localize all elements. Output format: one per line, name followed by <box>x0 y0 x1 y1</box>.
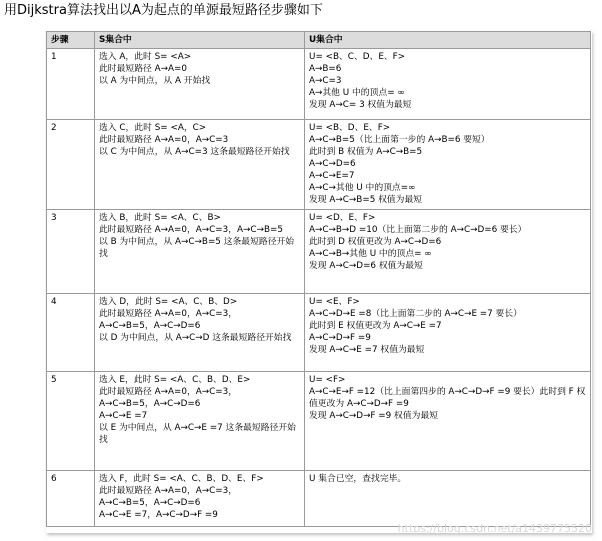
s-set-line: 此时最短路径 A→A=0，A→C=3 <box>99 135 229 145</box>
u-set-line: A→B=6 <box>309 64 342 74</box>
u-set-cell <box>305 372 591 471</box>
s-set-line: 此时最短路径 A→A=0，A→C=3， <box>99 486 238 496</box>
s-set-line: A→C→B=5，A→C→D=6 <box>99 399 201 409</box>
step-cell: 1 <box>47 49 95 120</box>
u-set-line: A→C→E=7 <box>309 171 355 181</box>
header-step: 步骤 <box>47 32 95 49</box>
u-set-cell <box>305 49 591 120</box>
u-set-line: U= <E、F> <box>309 297 360 307</box>
dijkstra-steps-table <box>46 31 591 527</box>
s-set-cell <box>95 49 305 120</box>
step-cell: 6 <box>47 471 95 527</box>
s-set-line: 以 D 为中间点，从 A→C→D 这条最短路径开始找 <box>99 333 292 343</box>
u-set-line: A→其他 U 中的顶点= ∞ <box>309 88 405 98</box>
u-set-line: U= <F> <box>309 375 346 385</box>
table-row <box>47 210 591 294</box>
u-set-line: 此时到 D 权值更改为 A→C→D=6 <box>309 237 442 247</box>
u-set-line: A→C→B→D =10（比上面第二步的 A→C→D=6 要长） <box>309 225 527 235</box>
s-set-line: 此时最短路径 A→A=0，A→C=3， <box>99 387 238 397</box>
table-row <box>47 294 591 372</box>
s-set-line: 此时最短路径 A→A=0，A→C=3， <box>99 309 238 319</box>
header-u-set: U集合中 <box>305 32 591 49</box>
u-set-line: 此时到 E 权值更改为 A→C→E =7 <box>309 321 442 331</box>
s-set-line: 选入 B，此时 S= <A、C、B> <box>99 213 221 223</box>
s-set-line: 以 C 为中间点，从 A→C=3 这条最短路径开始找 <box>99 147 290 157</box>
table-row <box>47 120 591 210</box>
s-set-line: 选入 F，此时 S= <A、C、B、D、E、F> <box>99 474 264 484</box>
u-set-cell <box>305 120 591 210</box>
s-set-cell <box>95 372 305 471</box>
s-set-line: A→C→B=5，A→C→D=6 <box>99 321 201 331</box>
u-set-line: 发现 A→C→E =7 权值为最短 <box>309 345 425 355</box>
u-set-cell <box>305 471 591 527</box>
s-set-line: A→C→E =7 <box>99 411 148 421</box>
s-set-line: 选入 A，此时 S= <A> <box>99 52 192 62</box>
s-set-line: A→C→B=5，A→C→D=6 <box>99 498 201 508</box>
u-set-line: A→C→B→其他 U 中的顶点= ∞ <box>309 249 432 259</box>
u-set-line: U= <D、E、F> <box>309 213 376 223</box>
step-cell: 5 <box>47 372 95 471</box>
u-set-line: A→C→D→F =9 <box>309 333 371 343</box>
s-set-cell <box>95 210 305 294</box>
u-set-line: 发现 A→C→D=6 权值为最短 <box>309 261 423 271</box>
table-row <box>47 471 591 527</box>
table-row <box>47 372 591 471</box>
s-set-line: 选入 E，此时 S= <A、C、B、D、E> <box>99 375 251 385</box>
u-set-line: U 集合已空，查找完毕。 <box>309 474 407 484</box>
u-set-line: 发现 A→C→B=5 权值为最短 <box>309 195 423 205</box>
s-set-line: 以 B 为中间点，从 A→C→B=5 这条最短路径开始找 <box>99 237 295 259</box>
step-cell: 3 <box>47 210 95 294</box>
u-set-line: U= <B、D、E、F> <box>309 123 391 133</box>
u-set-line: A→C→B=5（比上面第一步的 A→B=6 要短） <box>309 135 490 145</box>
table-row <box>47 49 591 120</box>
u-set-line: A→C→E→F =12（比上面第四步的 A→C→D→F =9 要长）此时到 F 权值更改为 A→C→D→F =9 <box>309 387 586 409</box>
u-set-cell <box>305 294 591 372</box>
s-set-line: 选入 C，此时 S= <A，C> <box>99 123 207 133</box>
u-set-line: U= <B、C、D、E、F> <box>309 52 406 62</box>
s-set-line: A→C→E =7，A→C→D→F =9 <box>99 510 218 520</box>
u-set-cell <box>305 210 591 294</box>
s-set-line: 此时最短路径 A→A=0 <box>99 64 187 74</box>
step-cell: 2 <box>47 120 95 210</box>
u-set-line: A→C→D=6 <box>309 159 356 169</box>
header-s-set: S集合中 <box>95 32 305 49</box>
watermark: https://blog.csdn.net/a1439775520 <box>397 522 592 535</box>
u-set-line: A→C→其他 U 中的顶点=∞ <box>309 183 416 193</box>
s-set-line: 选入 D，此时 S= <A、C、B、D> <box>99 297 238 307</box>
s-set-cell <box>95 471 305 527</box>
step-cell: 4 <box>47 294 95 372</box>
u-set-line: A→C=3 <box>309 76 342 86</box>
u-set-line: 此时到 B 权值为 A→C→B=5 <box>309 147 423 157</box>
u-set-line: A→C→D→E =8（比上面第二步的 A→C→E =7 要长） <box>309 309 522 319</box>
s-set-line: 以 A 为中间点，从 A 开始找 <box>99 76 211 86</box>
u-set-line: 发现 A→C= 3 权值为最短 <box>309 100 412 110</box>
u-set-line: 发现 A→C→D→F =9 权值为最短 <box>309 411 439 421</box>
page-title: 用Dijkstra算法找出以A为起点的单源最短路径步骤如下 <box>4 3 323 18</box>
s-set-cell <box>95 120 305 210</box>
s-set-line: 以 E 为中间点，从 A→C→E =7 这条最短路径开始找 <box>99 423 296 445</box>
s-set-line: 此时最短路径 A→A=0，A→C=3，A→C→B=5 <box>99 225 283 235</box>
dijkstra-steps-table-container <box>46 31 590 527</box>
s-set-cell <box>95 294 305 372</box>
table-header-row <box>47 32 591 49</box>
